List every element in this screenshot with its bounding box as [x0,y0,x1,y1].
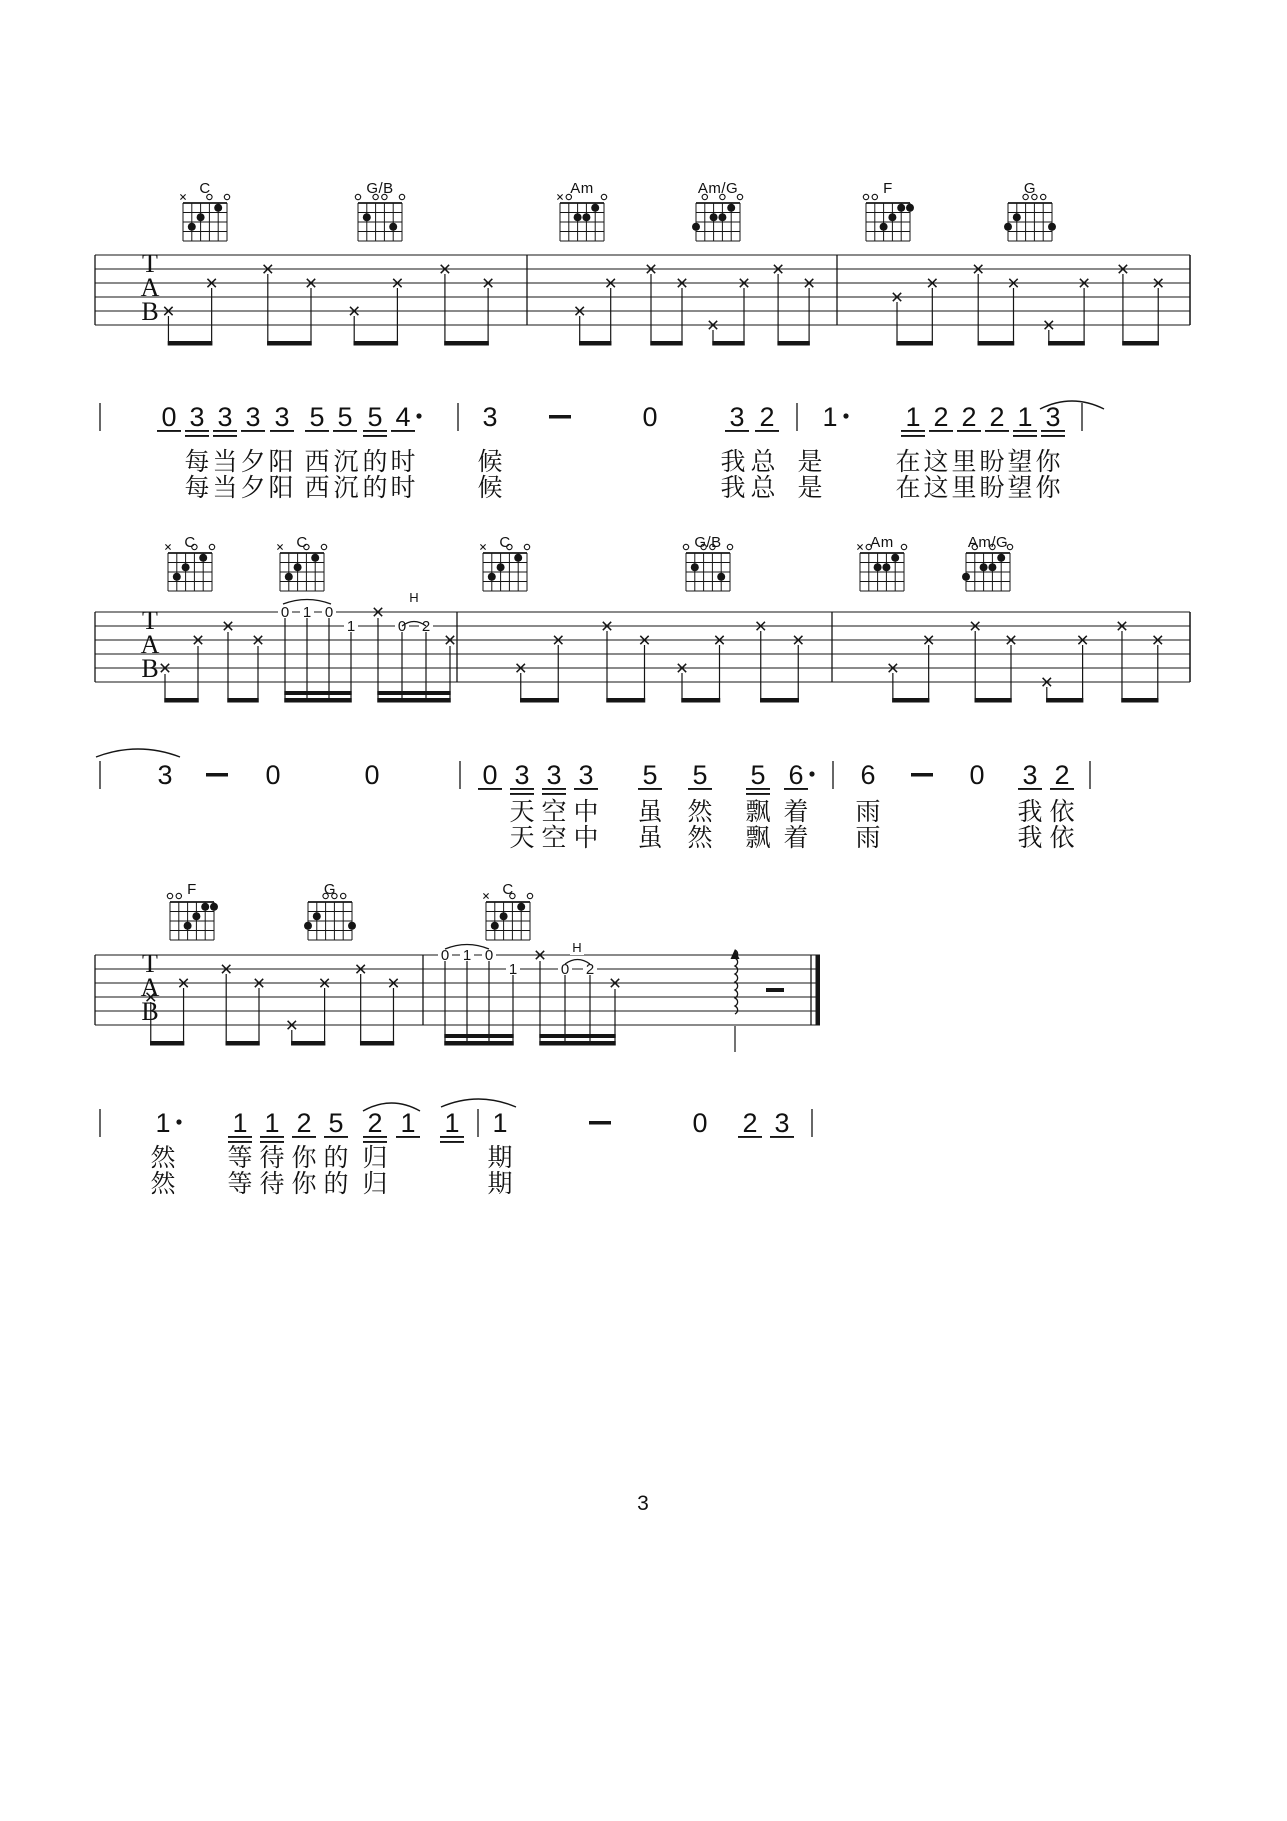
fret-number: 0 [280,604,290,621]
jianpu-number: 1 [492,1108,508,1138]
lyric-segment: 是 [797,448,828,476]
tab-letter: T [142,949,158,978]
chord-label: Am/G [697,180,739,197]
chord-label: Am [870,534,894,551]
jianpu-number: 3 [1045,402,1061,432]
jianpu-number: 3 [274,402,290,432]
jianpu-number: 5 [328,1108,344,1138]
jianpu-number: 5 [692,760,708,790]
lyric-segment: 时 [390,474,421,502]
chord-label: G/B [694,534,722,551]
chord-label: Am [570,180,594,197]
lyric-segment: 西沉的 [304,474,392,502]
chord-label: F [187,881,197,898]
chord-label: G [1023,180,1037,197]
jianpu-number: 5 [750,760,766,790]
jianpu-number: 2 [961,402,977,432]
chord-label: C [499,534,511,551]
jianpu-number: 3 [189,402,205,432]
lyric-segment: 候 [477,474,508,502]
jianpu-number: 2 [296,1108,312,1138]
jianpu-number: 2 [1054,760,1070,790]
chord-label: C [296,534,308,551]
tab-letter: T [142,249,158,278]
jianpu-number: 1 [155,1108,171,1138]
lyric-segment: 飘 [745,824,776,852]
lyric-segment: 等待你的 [227,1170,356,1198]
lyric-segment: 是 [797,474,828,502]
lyric-segment: 总 [750,448,781,476]
lyric-segment: 时 [390,448,421,476]
lyric-segment: 依 [1049,824,1080,852]
jianpu-number: 3 [157,760,173,790]
jianpu-number: 5 [367,402,383,432]
chord-label: G/B [366,180,394,197]
lyric-segment: 每当夕阳 [184,448,297,476]
jianpu-number: 1 [905,402,921,432]
lyric-segment: 归 [362,1144,393,1172]
jianpu-number: 5 [337,402,353,432]
fret-number: 0 [440,947,450,964]
lyric-segment: 然 [687,798,718,826]
fret-number: 0 [397,618,407,635]
tab-letter: A [140,273,160,302]
jianpu-number: 3 [245,402,261,432]
jianpu-number: 3 [1022,760,1038,790]
fret-number: 2 [421,618,431,635]
fret-number: 1 [462,947,472,964]
page-number: 3 [637,1492,649,1515]
jianpu-number: 0 [265,760,281,790]
tab-letter: T [142,606,158,635]
jianpu-number: 0 [969,760,985,790]
jianpu-number: 0 [642,402,658,432]
hammer-label: H [409,590,419,605]
jianpu-number: 6 [788,760,804,790]
hammer-label: H [572,940,582,955]
chord-label: C [199,180,211,197]
jianpu-number: 6 [860,760,876,790]
fret-number: 2 [585,961,595,978]
lyric-segment: 期 [487,1170,518,1198]
jianpu-number: 3 [546,760,562,790]
lyric-segment: 西沉的 [304,448,392,476]
fret-number: 1 [302,604,312,621]
jianpu-number: 0 [692,1108,708,1138]
fret-number: 1 [346,618,356,635]
tab-letter: B [141,654,159,683]
lyric-segment: 雨 [855,798,886,826]
lyric-segment: 天空中 [509,824,606,852]
chord-label: F [883,180,893,197]
lyric-segment: 等待你的 [227,1144,356,1172]
lyric-segment: 我 [720,448,751,476]
jianpu-number: 3 [514,760,530,790]
lyric-segment: 在这里盼望你 [895,448,1064,476]
jianpu-number: 4 [395,402,411,432]
jianpu-number: 3 [774,1108,790,1138]
jianpu-number: 1 [400,1108,416,1138]
fret-number: 1 [508,961,518,978]
jianpu-number: 2 [759,402,775,432]
chord-label: C [184,534,196,551]
lyric-segment: 飘 [745,798,776,826]
fret-number: 0 [560,961,570,978]
tab-letter: B [141,997,159,1026]
jianpu-number: 2 [989,402,1005,432]
jianpu-number: 0 [364,760,380,790]
tab-letter: A [140,630,160,659]
jianpu-number: 1 [232,1108,248,1138]
fret-number: 0 [484,947,494,964]
jianpu-number: 1 [264,1108,280,1138]
jianpu-number: 3 [217,402,233,432]
lyric-segment: 依 [1049,798,1080,826]
lyric-segment: 天空中 [509,798,606,826]
jianpu-number: 0 [482,760,498,790]
lyric-segment: 然 [687,824,718,852]
jianpu-number: 5 [642,760,658,790]
jianpu-number: 1 [444,1108,460,1138]
lyric-segment: 然 [150,1170,181,1198]
chord-label: G [323,881,337,898]
lyric-segment: 我 [1017,798,1048,826]
jianpu-number: 5 [309,402,325,432]
jianpu-number: 2 [367,1108,383,1138]
jianpu-number: 0 [161,402,177,432]
jianpu-number: 2 [742,1108,758,1138]
fret-number: 0 [324,604,334,621]
jianpu-number: 1 [822,402,838,432]
chord-label: C [502,881,514,898]
lyric-segment: 我 [1017,824,1048,852]
jianpu-number: 3 [578,760,594,790]
lyric-segment: 然 [150,1144,181,1172]
tab-letter: A [140,973,160,1002]
jianpu-number: 2 [933,402,949,432]
lyric-segment: 归 [362,1170,393,1198]
jianpu-number: 1 [1017,402,1033,432]
lyric-segment: 着 [783,824,814,852]
lyric-segment: 雨 [855,824,886,852]
jianpu-number: 3 [729,402,745,432]
lyric-segment: 着 [783,798,814,826]
lyric-segment: 虽 [637,798,668,826]
lyric-segment: 总 [750,474,781,502]
lyric-segment: 在这里盼望你 [895,474,1064,502]
chord-label: Am/G [967,534,1009,551]
lyric-segment: 我 [720,474,751,502]
lyric-segment: 期 [487,1144,518,1172]
jianpu-number: 3 [482,402,498,432]
lyric-segment: 每当夕阳 [184,474,297,502]
lyric-segment: 候 [477,448,508,476]
tab-letter: B [141,297,159,326]
lyric-segment: 虽 [637,824,668,852]
